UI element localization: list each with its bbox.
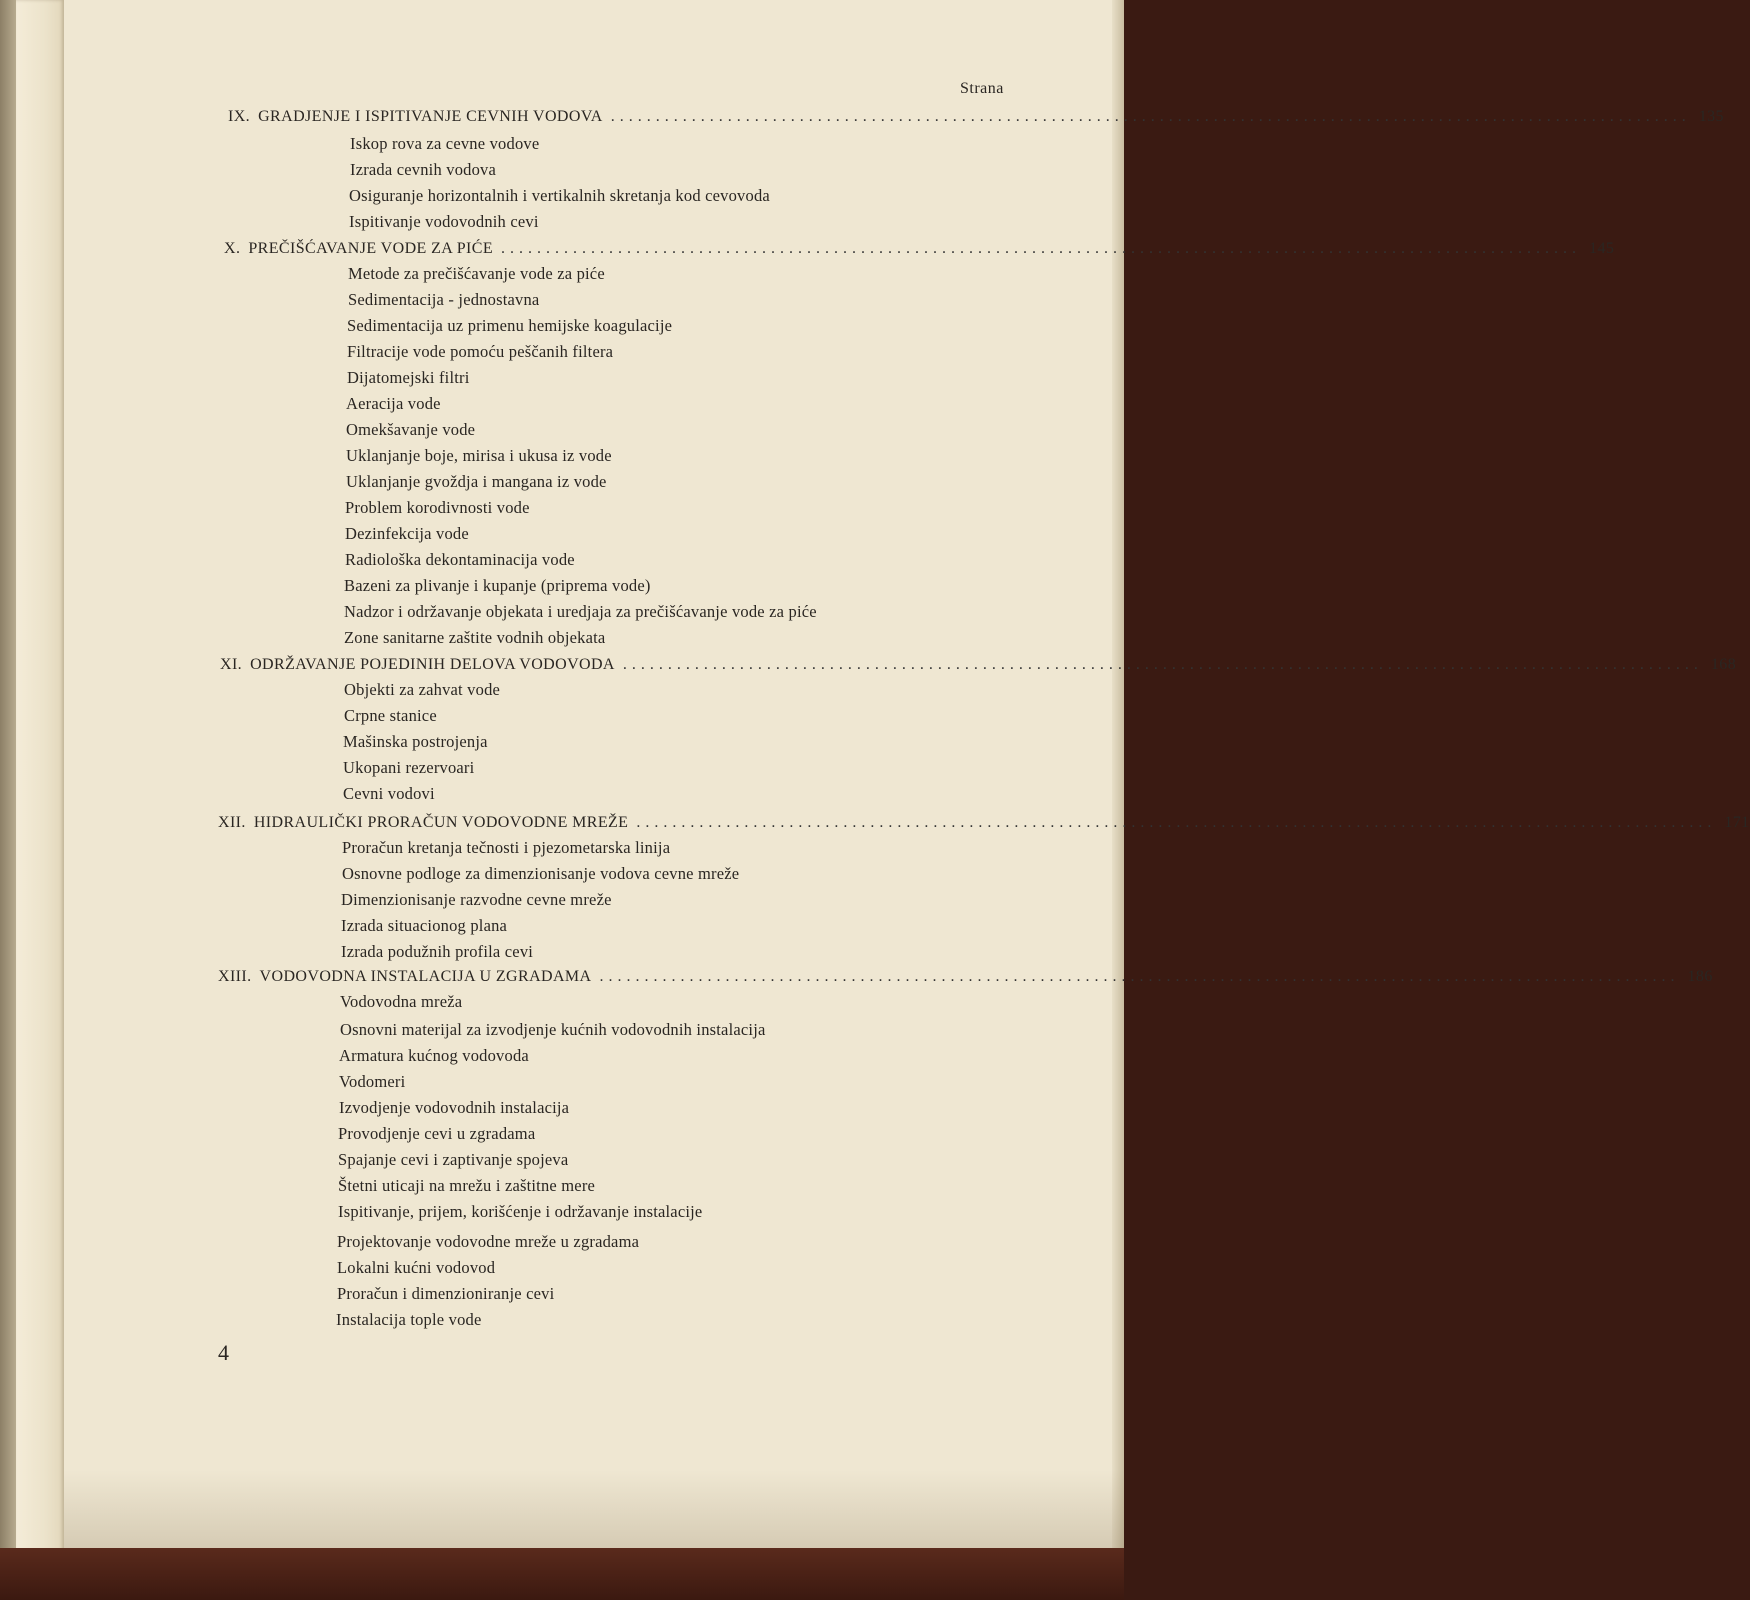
dot-leader: ........................................................................................................................ xyxy=(636,814,1717,831)
section-item: Spajanje cevi i zaptivanje spojeva xyxy=(338,1150,569,1169)
section-item: Štetni uticaji na mrežu i zaštitne mere xyxy=(338,1176,596,1195)
section-item: Uklanjanje boje, mirisa i ukusa iz vode xyxy=(346,446,612,465)
chapter-row xyxy=(228,108,1724,126)
chapter-title: PREČIŠĆAVANJE VODE ZA PIĆE xyxy=(248,240,494,257)
section-item: Instalacija tople vode xyxy=(336,1310,482,1329)
section-item: Crpne stanice xyxy=(344,706,437,725)
section-item: Vodovodna mreža xyxy=(340,992,463,1011)
section-item: Uklanjanje gvoždja i mangana iz vode xyxy=(346,472,607,491)
section-item: Objekti za zahvat vode xyxy=(344,680,501,699)
chapter-title: HIDRAULIČKI PRORAČUN VODOVODNE MREŽE xyxy=(253,814,629,831)
section-item: Osiguranje horizontalnih i vertikalnih skretanja kod cevovoda xyxy=(349,186,770,205)
section-item: Dezinfekcija vode xyxy=(345,524,469,543)
chapter-number: XI. xyxy=(220,656,243,673)
chapter-page-number: 135 xyxy=(1698,108,1724,125)
chapter-page-number: 186 xyxy=(1687,968,1713,985)
section-item: Ispitivanje, prijem, korišćenje i održavanje instalacije xyxy=(338,1202,703,1221)
section-item: Metode za prečišćavanje vode za piće xyxy=(348,264,605,283)
section-item: Bazeni za plivanje i kupanje (priprema vode) xyxy=(344,576,651,595)
chapter-number: X. xyxy=(224,240,241,257)
section-item: Izrada podužnih profila cevi xyxy=(341,942,534,961)
chapter-row xyxy=(218,968,1713,986)
section-item: Iskop rova za cevne vodove xyxy=(350,134,540,153)
section-item: Nadzor i održavanje objekata i uredjaja za prečišćavanje vode za piće xyxy=(344,602,817,621)
section-item: Mašinska postrojenja xyxy=(343,732,488,751)
dot-leader: ........................................................................................................................ xyxy=(622,656,1703,673)
section-item: Projektovanje vodovodne mreže u zgradama xyxy=(337,1232,640,1251)
chapter-number: XIII. xyxy=(218,968,252,985)
page-number: 4 xyxy=(218,1340,229,1365)
section-item: Provodjenje cevi u zgradama xyxy=(338,1124,536,1143)
chapter-title: VODOVODNA INSTALACIJA U ZGRADAMA xyxy=(259,968,592,985)
section-item: Cevni vodovi xyxy=(343,784,435,803)
section-item: Omekšavanje vode xyxy=(346,420,476,439)
section-item: Osnovni materijal za izvodjenje kućnih vodovodnih instalacija xyxy=(340,1020,766,1039)
section-item: Armatura kućnog vodovoda xyxy=(339,1046,529,1065)
section-item: Sedimentacija - jednostavna xyxy=(348,290,540,309)
page-column-label: Strana xyxy=(960,80,1004,97)
dot-leader: ........................................................................................................................ xyxy=(501,240,1582,257)
section-item: Ispitivanje vodovodnih cevi xyxy=(349,212,539,231)
section-item: Vodomeri xyxy=(339,1072,406,1091)
chapter-row xyxy=(218,814,1750,832)
section-item: Ukopani rezervoari xyxy=(343,758,475,777)
section-item: Radiološka dekontaminacija vode xyxy=(345,550,575,569)
section-item: Aeracija vode xyxy=(346,394,441,413)
section-item: Osnovne podloge za dimenzionisanje vodova cevne mreže xyxy=(342,864,740,883)
section-item: Sedimentacija uz primenu hemijske koagulacije xyxy=(347,316,673,335)
section-item: Zone sanitarne zaštite vodnih objekata xyxy=(344,628,606,647)
section-item: Dimenzionisanje razvodne cevne mreže xyxy=(341,890,612,909)
section-item: Proračun i dimenzioniranje cevi xyxy=(337,1284,555,1303)
chapter-title: GRADJENJE I ISPITIVANJE CEVNIH VODOVA xyxy=(258,108,603,125)
section-item: Problem korodivnosti vode xyxy=(345,498,530,517)
chapter-page-number: 168 xyxy=(1710,656,1737,673)
section-item: Filtracije vode pomoću peščanih filtera xyxy=(347,342,614,361)
section-item: Izrada situacionog plana xyxy=(341,916,508,935)
chapter-row xyxy=(220,656,1737,674)
chapter-number: IX. xyxy=(228,108,251,125)
chapter-title: ODRŽAVANJE POJEDINIH DELOVA VODOVODA xyxy=(250,656,615,673)
chapter-row xyxy=(224,240,1615,258)
chapter-page-number: 145 xyxy=(1589,240,1615,257)
chapter-number: XII. xyxy=(218,814,246,831)
section-item: Dijatomejski filtri xyxy=(347,368,470,387)
section-item: Izvodjenje vodovodnih instalacija xyxy=(339,1098,570,1117)
chapter-page-number: 171 xyxy=(1724,814,1750,831)
section-item: Lokalni kućni vodovod xyxy=(337,1258,496,1277)
dot-leader: ........................................................................................................................ xyxy=(610,108,1691,125)
dot-leader: ........................................................................................................................ xyxy=(599,968,1680,985)
section-item: Izrada cevnih vodova xyxy=(350,160,497,179)
section-item: Proračun kretanja tečnosti i pjezometarska linija xyxy=(342,838,671,857)
